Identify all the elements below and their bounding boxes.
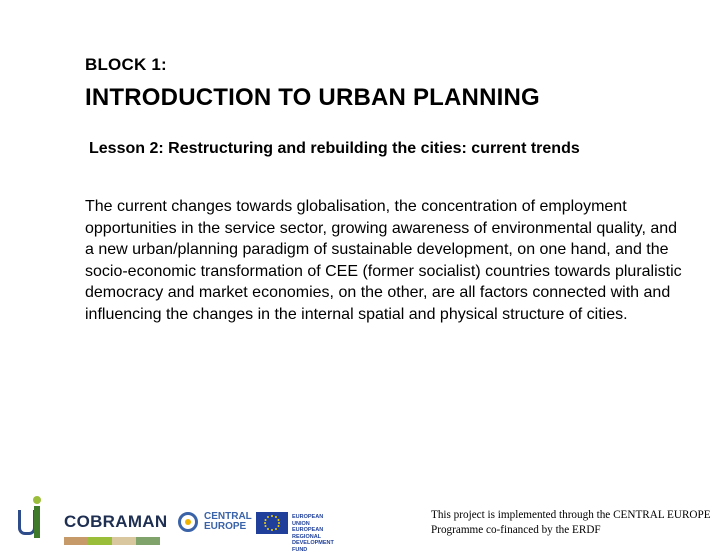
ui-logo-icon (18, 496, 48, 540)
block-label: BLOCK 1: (85, 55, 167, 74)
central-europe-circle-icon (178, 512, 198, 532)
central-europe-logo (178, 510, 250, 538)
footer-note (431, 508, 716, 537)
footer-note-line1: This project is implemented through the CENTRAL EUROPE (431, 509, 711, 521)
cobraman-strip-icon (64, 532, 162, 540)
central-europe-line1: CENTRAL (204, 511, 252, 522)
eu-logo-text: EUROPEAN UNION EUROPEAN REGIONAL DEVELOPMENT FUND (292, 514, 334, 553)
slide-title: INTRODUCTION TO URBAN PLANNING (85, 84, 540, 111)
body-paragraph: The current changes towards globalisation, the concentration of employment opportunities in the service sector, growing awareness of environmental quality, and a new urban/planning paradigm of sustainable development, on one hand, and the socio-economic transformation of CEE (former socialist) countries towards pluralistic democracy and market economies, on the other, are all factors connected with and influencing the changes in the internal spatial and physical structure of cities. (85, 198, 682, 323)
eu-flag-icon (256, 512, 288, 534)
footer-note-line2: Programme co-financed by the ERDF (431, 523, 601, 536)
lesson-subtitle: Lesson 2: Restructuring and rebuilding the cities: current trends (89, 140, 580, 157)
central-europe-line2: EUROPE (204, 521, 247, 532)
footer-logos (0, 490, 430, 553)
eu-logo (256, 512, 338, 553)
cobraman-logo: COBRAMAN (64, 512, 168, 531)
